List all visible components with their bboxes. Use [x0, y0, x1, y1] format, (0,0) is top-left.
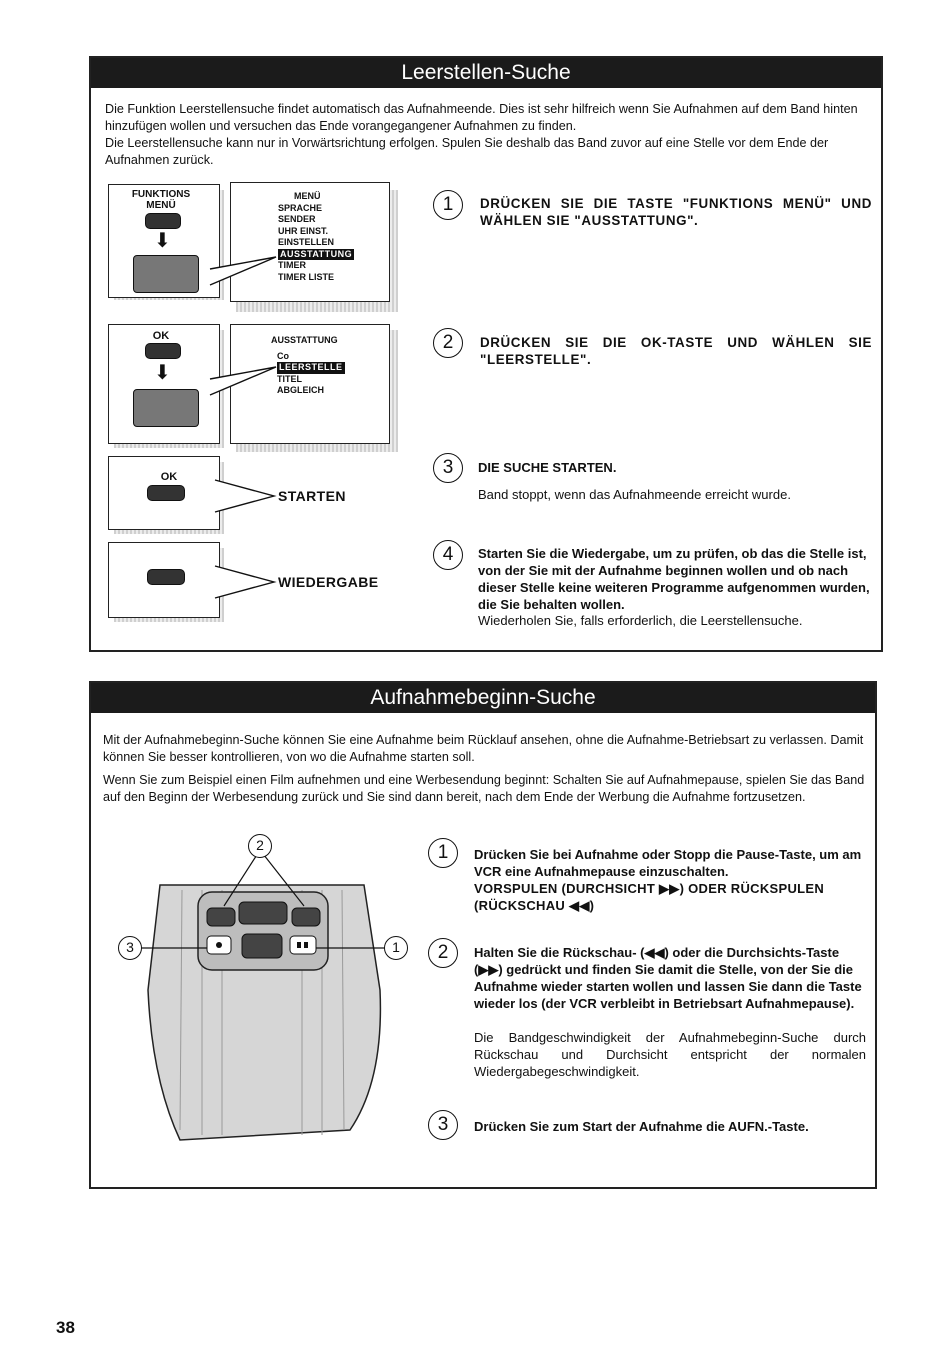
intro-paragraph: Die Funktion Leerstellensuche findet automatisch das Aufnahmeende. Dies ist sehr hilfreich wenn Sie Aufnahmen auf dem Band hinten hinzufügen wollen und versuchen das Ende vorangegangener Aufnahmen zu finden. — [105, 102, 858, 133]
button-label: OK — [160, 471, 178, 483]
step-subtext: Band stoppt, wenn das Aufnahmeende erreicht wurde. — [478, 487, 791, 502]
caption-wiedergabe: WIEDERGABE — [278, 574, 379, 590]
step-text: DIE SUCHE STARTEN. — [478, 460, 617, 475]
step-text-2: VORSPULEN (DURCHSICHT ▶▶) ODER RÜCKSPULEN (RÜCKSCHAU ◀◀) — [474, 881, 825, 913]
button-label: OK — [152, 330, 170, 342]
menu-item: AUSSTATTUNG — [271, 335, 338, 345]
remote-panel — [108, 542, 220, 618]
pointer-line — [200, 345, 280, 415]
step-number: 3 — [433, 453, 463, 483]
ok-button — [147, 485, 185, 501]
menu-item: TIMER LISTE — [278, 271, 334, 282]
remote-panel — [108, 456, 220, 530]
step-text: DRÜCKEN SIE DIE OK-TASTE UND WÄHLEN SIE "LEERSTELLE". — [480, 335, 872, 367]
caption-starten: STARTEN — [278, 488, 346, 504]
menu-item-selected: AUSSTATTUNG — [280, 248, 353, 259]
section-intro — [103, 732, 868, 812]
menu-item: UHR EINST. — [278, 225, 329, 236]
step-number: 2 — [428, 938, 458, 968]
section-intro — [105, 101, 875, 175]
step-text: Drücken Sie zum Start der Aufnahme die AUFN.-Taste. — [474, 1119, 809, 1134]
menu-item: TIMER — [278, 260, 306, 270]
step-text: Starten Sie die Wiedergabe, um zu prüfen, ob das die Stelle ist, von der Sie mit der Aufnahme beginnen wollen und ob nach dieser Stelle keine weiteren Programme aufgenommen wurden, die Sie behalten wollen. — [478, 546, 870, 612]
menu-item: EINSTELLEN — [278, 237, 335, 247]
step-text: Halten Sie die Rückschau- (◀◀) oder die Durchsichts-Taste (▶▶) gedrückt und finden Sie damit die Stelle, von der Sie die Aufnahme wieder starten wollen und lassen Sie dann die Taste wieder los (der VCR verbleibt in Betriebsart Aufnahmepause). — [474, 945, 862, 1011]
pointer-line — [200, 225, 280, 295]
intro-paragraph: Wenn Sie zum Beispiel einen Film aufnehmen und eine Werbesendung beginnt: Schalten Sie auf Aufnahmepause, spielen Sie das Band auf den Beginn der Werbesendung zurück und Sie sind dann bereit, nach dem Ende der Werbung die Aufnahme fortzusetzen. — [103, 773, 865, 804]
section-title: Aufnahmebeginn-Suche — [91, 683, 875, 713]
callout-3: 3 — [118, 936, 142, 960]
step-number: 1 — [433, 190, 463, 220]
remote-illustration — [112, 830, 412, 1150]
menu-item: Co — [277, 350, 289, 361]
pointer-line — [210, 470, 280, 520]
menu-item: TITEL — [277, 373, 302, 384]
intro-paragraph: Die Leerstellensuche kann nur in Vorwärtsrichtung erfolgen. Spulen Sie deshalb das Band zuvor auf eine Stelle vor dem Ende der Aufnahmen zurück. — [105, 136, 829, 167]
step-text: DRÜCKEN SIE DIE TASTE "FUNKTIONS MENÜ" UND WÄHLEN SIE "AUSSTATTUNG". — [480, 196, 872, 228]
section-title: Leerstellen-Suche — [91, 58, 881, 88]
menu-item: SENDER — [278, 214, 316, 224]
play-button — [147, 569, 185, 585]
step-text: Drücken Sie bei Aufnahme oder Stopp die Pause-Taste, um am VCR eine Aufnahmepause einzuschalten. — [474, 847, 862, 879]
step-subtext: Die Bandgeschwindigkeit der Aufnahmebeginn-Suche durch Rückschau und Durchsicht entspricht der normalen Wiedergabegeschwindigkeit. — [474, 1030, 866, 1079]
menu-item-selected: LEERSTELLE — [279, 362, 343, 372]
step-number: 4 — [433, 540, 463, 570]
function-menu-button — [145, 213, 181, 229]
callout-2: 2 — [248, 834, 272, 858]
arrow-down-icon: ⬇ — [154, 230, 171, 252]
dpad-icon — [133, 255, 199, 293]
ok-button — [145, 343, 181, 359]
step-number: 1 — [428, 838, 458, 868]
callout-1: 1 — [384, 936, 408, 960]
step-subtext: Wiederholen Sie, falls erforderlich, die Leerstellensuche. — [478, 613, 803, 628]
pointer-line — [210, 556, 280, 606]
page-number: 38 — [56, 1318, 75, 1337]
dpad-icon — [133, 389, 199, 427]
step-number: 2 — [433, 328, 463, 358]
step-number: 3 — [428, 1110, 458, 1140]
intro-paragraph: Mit der Aufnahmebeginn-Suche können Sie eine Aufnahme beim Rücklauf ansehen, ohne die Aufnahme-Betriebsart zu verlassen. Damit können Sie besser kontrollieren, von wo die Aufnahme starten soll. — [103, 733, 864, 764]
arrow-down-icon: ⬇ — [154, 362, 171, 384]
menu-item: SPRACHE — [278, 202, 323, 213]
button-label: FUNKTIONS MENÜ — [131, 189, 191, 211]
menu-item: MENÜ — [294, 191, 321, 201]
menu-item: ABGLEICH — [277, 385, 324, 395]
